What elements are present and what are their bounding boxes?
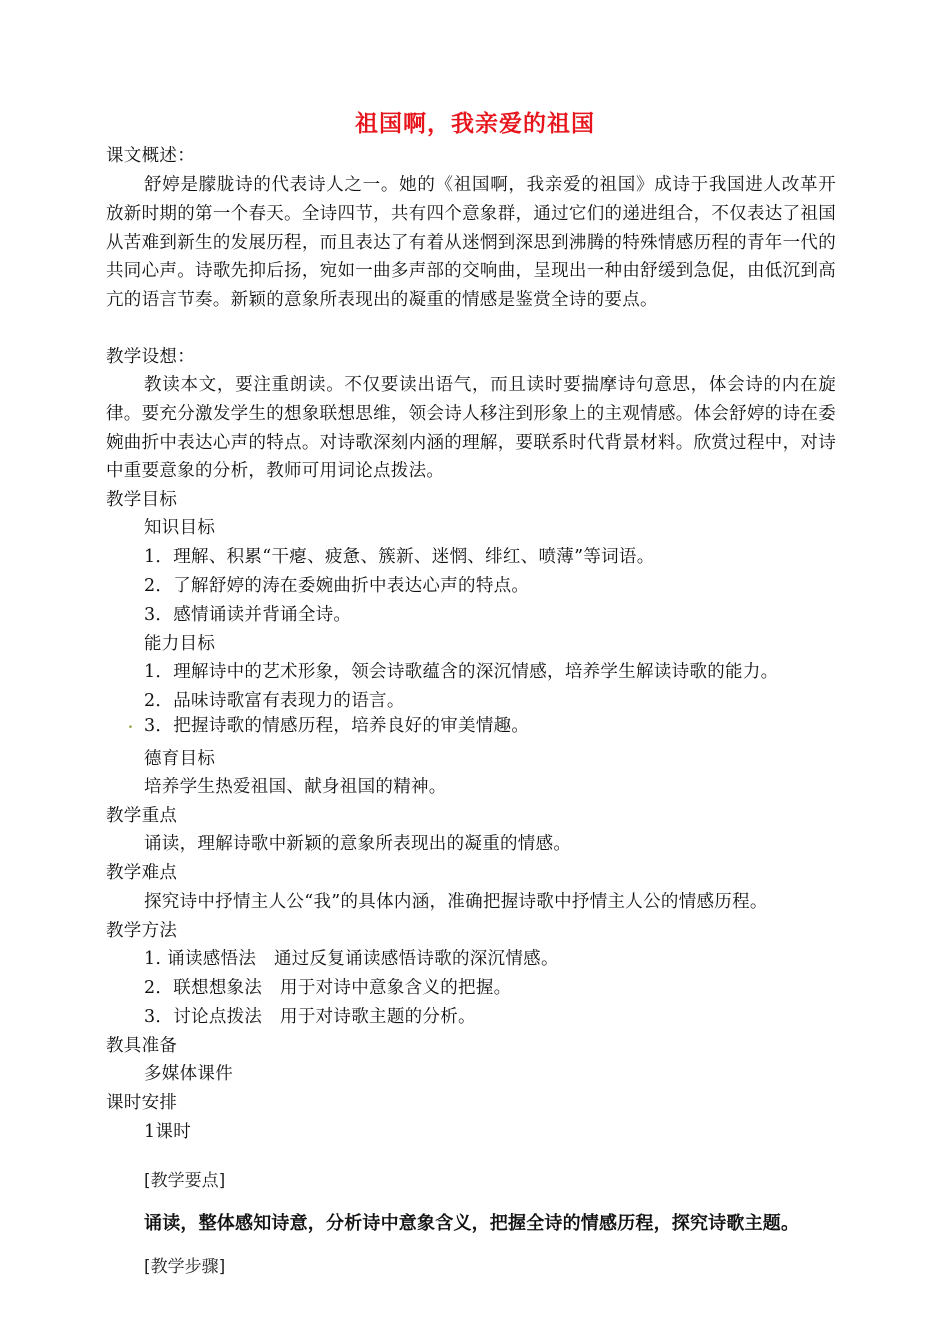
key-points-heading: 教学重点 bbox=[106, 806, 178, 826]
overview-heading: 课文概述： bbox=[106, 146, 195, 166]
method-item: 2．联想想象法 用于对诗中意象含义的把握。 bbox=[144, 978, 512, 998]
overview-paragraph: 舒婷是朦胧诗的代表诗人之一。她的《祖国啊，我亲爱的祖国》成诗于我国进人改革开放新时期的第一个春天。全诗四节，共有四个意象群，通过它们的递进组合，不仅表达了祖国从苦难到新生的发展历程，而且表达了有着从迷惘到深思到沸腾的特殊情感历程的青年一代的共同心声。诗歌先抑后扬，宛如一曲多声部的交响曲，呈现出一种由舒缓到急促，由低沉到高亢的语言节奏。新颖的意象所表现出的凝重的情感是鉴赏全诗的要点。 bbox=[106, 175, 836, 311]
difficulties-text: 探究诗中抒情主人公“我”的具体内涵，准确把握诗歌中抒情主人公的情感历程。 bbox=[144, 892, 768, 912]
teaching-points-text: 诵读，整体感知诗意，分析诗中意象含义，把握全诗的情感历程，探究诗歌主题。 bbox=[144, 1213, 800, 1234]
margin-mark-dot: . bbox=[128, 716, 133, 732]
ability-goal-item: 1．理解诗中的艺术形象，领会诗歌蕴含的深沉情感，培养学生解读诗歌的能力。 bbox=[144, 662, 779, 682]
methods-heading: 教学方法 bbox=[106, 921, 178, 941]
schedule-text: 1课时 bbox=[144, 1122, 192, 1142]
goals-heading: 教学目标 bbox=[106, 490, 178, 510]
moral-goal-text: 培养学生热爱祖国、献身祖国的精神。 bbox=[144, 777, 447, 797]
knowledge-goals-heading: 知识目标 bbox=[144, 518, 216, 538]
tools-text: 多媒体课件 bbox=[144, 1064, 233, 1084]
design-heading: 教学设想： bbox=[106, 347, 195, 367]
key-points-text: 诵读，理解诗歌中新颖的意象所表现出的凝重的情感。 bbox=[144, 834, 572, 854]
knowledge-goal-item: 2．了解舒婷的涛在委婉曲折中表达心声的特点。 bbox=[144, 576, 530, 596]
ability-goal-item: 3．把握诗歌的情感历程，培养良好的审美情趣。 bbox=[144, 716, 530, 736]
teaching-steps-label: [教学步骤] bbox=[144, 1257, 226, 1277]
teaching-points-label: [教学要点] bbox=[144, 1171, 226, 1191]
ability-goals-heading: 能力目标 bbox=[144, 634, 216, 654]
knowledge-goal-item: 1．理解、积累“干瘪、疲惫、簇新、迷惘、绯红、喷薄”等词语。 bbox=[144, 547, 655, 567]
difficulties-heading: 教学难点 bbox=[106, 863, 178, 883]
method-item: 1. 诵读感悟法 通过反复诵读感悟诗歌的深沉情感。 bbox=[144, 949, 559, 969]
design-paragraph: 教读本文，要注重朗读。不仅要读出语气，而且读时要揣摩诗句意思，体会诗的内在旋律。要充分激发学生的想象联想思维，领会诗人移注到形象上的主观情感。体会舒婷的诗在委婉曲折中表达心声的特点。对诗歌深刻内涵的理解，要联系时代背景材料。欣赏过程中，对诗中重要意象的分析，教师可用词论点拨法。 bbox=[106, 375, 836, 482]
tools-heading: 教具准备 bbox=[106, 1036, 178, 1056]
method-item: 3．讨论点拨法 用于对诗歌主题的分析。 bbox=[144, 1007, 476, 1027]
schedule-heading: 课时安排 bbox=[106, 1093, 178, 1113]
moral-goals-heading: 德育目标 bbox=[144, 749, 216, 769]
ability-goal-item: 2．品味诗歌富有表现力的语言。 bbox=[144, 691, 405, 711]
page-title: 祖国啊，我亲爱的祖国 bbox=[355, 110, 595, 137]
knowledge-goal-item: 3．感情诵读并背诵全诗。 bbox=[144, 605, 352, 625]
